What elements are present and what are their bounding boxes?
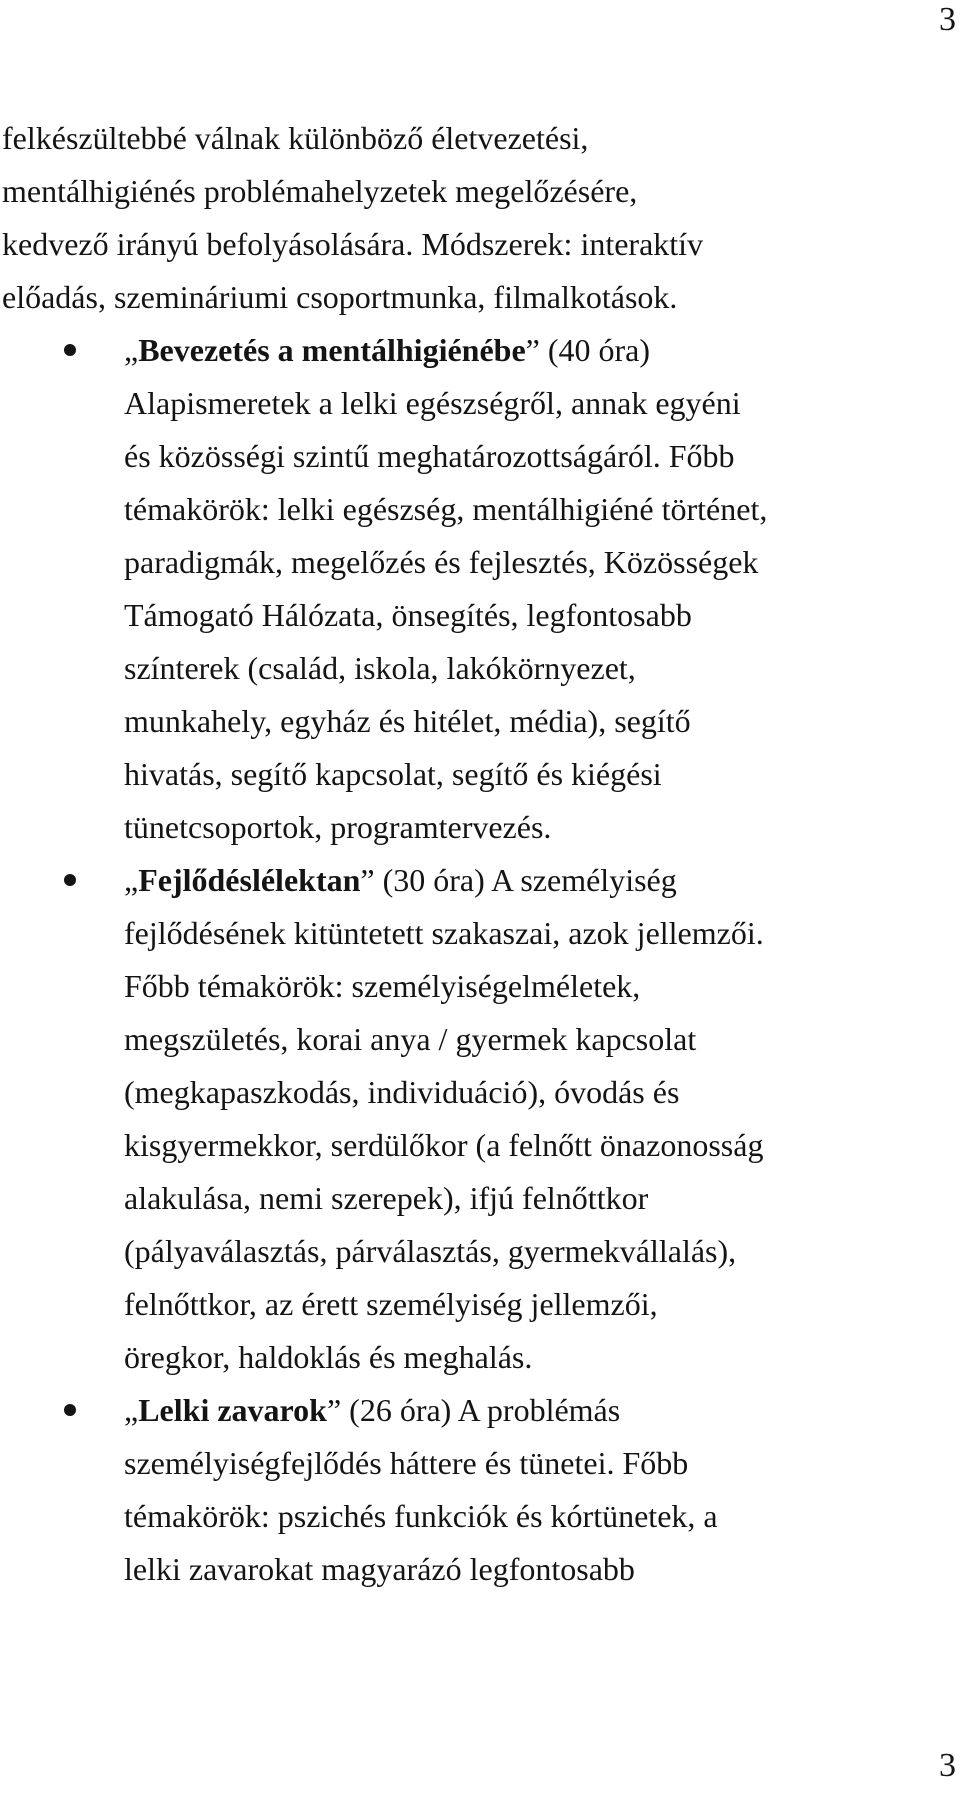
page-number-top: 3 bbox=[939, 1, 956, 38]
course-heading bbox=[124, 1384, 960, 1437]
course-text-line: személyiségfejlődés háttere és tünetei. Főbb bbox=[124, 1445, 689, 1481]
bullet-icon bbox=[64, 874, 76, 886]
page-number-bottom: 3 bbox=[939, 1747, 956, 1784]
open-quote: „ bbox=[124, 332, 139, 368]
bullet-icon bbox=[64, 344, 76, 356]
course-heading bbox=[124, 324, 960, 377]
course-text-line: Támogató Hálózata, önsegítés, legfontosabb bbox=[124, 597, 692, 633]
open-quote: „ bbox=[124, 1392, 139, 1428]
course-text-line: Főbb témakörök: személyiségelméletek, bbox=[124, 968, 641, 1004]
course-hours: (40 óra) bbox=[539, 332, 651, 368]
course-text-line: munkahely, egyház és hitélet, média), segítő bbox=[124, 703, 691, 739]
close-quote: ” bbox=[326, 1392, 342, 1428]
intro-paragraph bbox=[0, 112, 960, 324]
course-text-line: Alapismeretek a lelki egészségről, annak egyéni bbox=[124, 385, 741, 421]
course-title: Lelki zavarok bbox=[138, 1392, 327, 1428]
course-text-line: paradigmák, megelőzés és fejlesztés, Közösségek bbox=[124, 544, 759, 580]
course-text-line: felnőttkor, az érett személyiség jellemzői, bbox=[124, 1286, 658, 1322]
course-text-line: kisgyermekkor, serdülőkor (a felnőtt önazonosság bbox=[124, 1127, 764, 1163]
course-text-line: öregkor, haldoklás és meghalás. bbox=[124, 1339, 533, 1375]
course-item-fejlodeslelektan bbox=[0, 854, 960, 1384]
intro-line: kedvező irányú befolyásolására. Módszerek: interaktív bbox=[2, 226, 704, 262]
document-body bbox=[0, 112, 960, 1596]
course-hours: (26 óra) A problémás bbox=[341, 1392, 621, 1428]
course-item-lelki-zavarok bbox=[0, 1384, 960, 1596]
course-text-line: (megkapaszkodás, individuáció), óvodás és bbox=[124, 1074, 680, 1110]
intro-line: mentálhigiénés problémahelyzetek megelőzésére, bbox=[2, 173, 638, 209]
course-text-line: megszületés, korai anya / gyermek kapcsolat bbox=[124, 1021, 697, 1057]
course-hours: (30 óra) A személyiség bbox=[374, 862, 677, 898]
course-text-line: színterek (család, iskola, lakókörnyezet, bbox=[124, 650, 636, 686]
course-title: Fejlődéslélektan bbox=[138, 862, 361, 898]
close-quote: ” bbox=[525, 332, 540, 368]
course-item-bevezetes bbox=[0, 324, 960, 854]
course-text-line: témakörök: pszichés funkciók és kórtünetek, a bbox=[124, 1498, 718, 1534]
course-text-line: témakörök: lelki egészség, mentálhigiéné történet, bbox=[124, 491, 768, 527]
course-text-line: (pályaválasztás, párválasztás, gyermekvállalás), bbox=[124, 1233, 737, 1269]
course-text-line: fejlődésének kitüntetett szakaszai, azok jellemzői. bbox=[124, 915, 764, 951]
bullet-icon bbox=[64, 1404, 76, 1416]
course-text-line: hivatás, segítő kapcsolat, segítő és kiégési bbox=[124, 756, 662, 792]
intro-line: előadás, szemináriumi csoportmunka, filmalkotások. bbox=[2, 279, 678, 315]
course-text-line: tünetcsoportok, programtervezés. bbox=[124, 809, 552, 845]
close-quote: ” bbox=[360, 862, 375, 898]
course-text-line: alakulása, nemi szerepek), ifjú felnőttkor bbox=[124, 1180, 649, 1216]
course-text-line: és közösségi szintű meghatározottságáról. Főbb bbox=[124, 438, 735, 474]
open-quote: „ bbox=[124, 862, 139, 898]
course-text-line: lelki zavarokat magyarázó legfontosabb bbox=[124, 1551, 635, 1587]
course-heading bbox=[124, 854, 960, 907]
course-title: Bevezetés a mentálhigiénébe bbox=[138, 332, 526, 368]
intro-line: felkészültebbé válnak különböző életvezetési, bbox=[2, 120, 589, 156]
